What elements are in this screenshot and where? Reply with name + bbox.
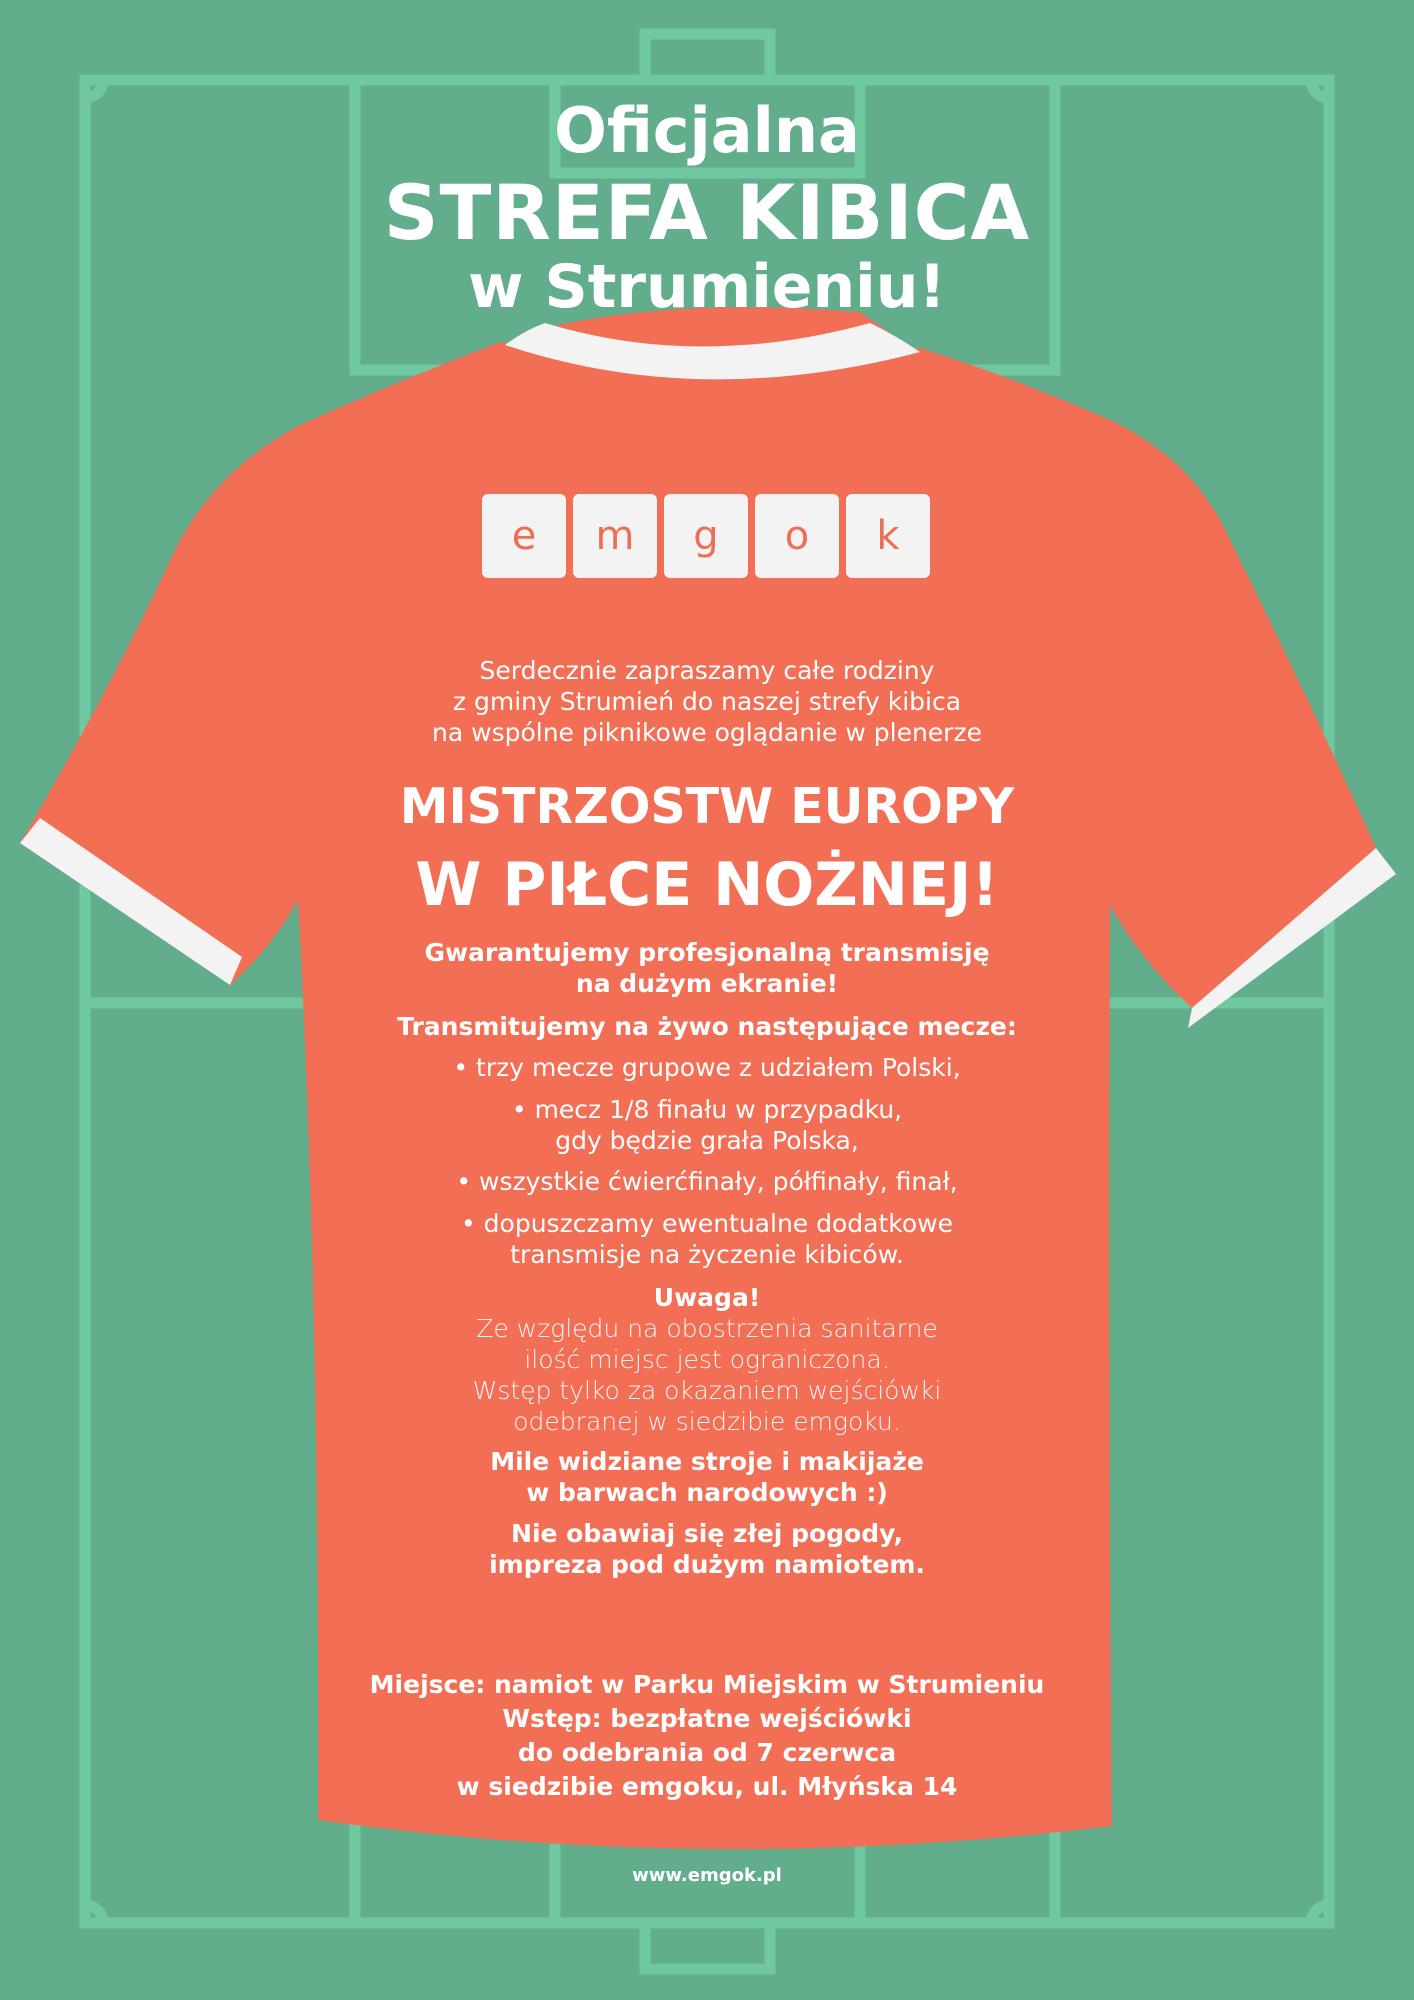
guarantee-line: Gwarantujemy profesjonalną transmisję	[424, 938, 990, 967]
intro-line: Serdecznie zapraszamy całe rodziny	[479, 656, 935, 685]
outfit-text	[0, 1446, 1414, 1508]
notice-line: ilość miejsc jest ograniczona.	[524, 1345, 890, 1374]
match-item-line: gdy będzie grała Polska,	[555, 1126, 859, 1155]
outfit-line: w barwach narodowych :)	[526, 1478, 888, 1507]
logo-letter: k	[846, 494, 930, 578]
guarantee-text	[0, 937, 1414, 999]
intro-text	[0, 655, 1414, 748]
intro-line: na wspólne piknikowe oglądanie w plenerze	[432, 718, 982, 747]
match-item-2	[0, 1094, 1414, 1156]
details-line: w siedzibie emgoku, ul. Młyńska 14	[456, 1772, 958, 1801]
weather-line: Nie obawiaj się złej pogody,	[511, 1519, 903, 1548]
outfit-line: Mile widziane stroje i makijaże	[490, 1447, 924, 1476]
emgok-logo	[482, 494, 932, 578]
notice-line: Wstęp tylko za okazaniem wejściówki	[472, 1376, 942, 1405]
match-item-line: • mecz 1/8 finału w przypadku,	[511, 1095, 903, 1124]
intro-line: z gminy Strumień do naszej strefy kibica	[452, 687, 962, 716]
event-details	[0, 1668, 1414, 1804]
logo-letter: e	[482, 494, 566, 578]
match-item-line: • dopuszczamy ewentualne dodatkowe	[460, 1209, 953, 1238]
match-item-line: transmisje na życzenie kibiców.	[510, 1240, 904, 1269]
headline-line-1: MISTRZOSTW EUROPY	[399, 778, 1015, 835]
headline-line-2: W PIŁCE NOŻNEJ!	[415, 850, 999, 920]
matches-heading: Transmitujemy na żywo następujące mecze:	[397, 1012, 1017, 1041]
notice-line: odebranej w siedzibie emgoku.	[513, 1407, 901, 1436]
notice-heading: Uwaga!	[653, 1283, 761, 1312]
logo-letter: g	[664, 494, 748, 578]
guarantee-line: na dużym ekranie!	[575, 969, 839, 998]
title-line-2: STREFA KIBICA	[383, 168, 1031, 257]
match-item-3: • wszystkie ćwierćfinały, półfinały, finał,	[456, 1167, 958, 1196]
match-item-4	[0, 1208, 1414, 1270]
weather-line: impreza pod dużym namiotem.	[489, 1550, 925, 1579]
details-line: do odebrania od 7 czerwca	[517, 1738, 897, 1767]
notice-text	[0, 1313, 1414, 1437]
match-item-1: • trzy mecze grupowe z udziałem Polski,	[453, 1053, 961, 1082]
details-line: Miejsce: namiot w Parku Miejskim w Strumieniu	[369, 1670, 1045, 1699]
weather-text	[0, 1518, 1414, 1580]
title-line-3: w Strumieniu!	[468, 252, 946, 322]
title-line-1: Oficjalna	[554, 94, 860, 167]
details-line: Wstęp: bezpłatne wejściówki	[502, 1704, 912, 1733]
logo-letter: m	[573, 494, 657, 578]
website-url[interactable]: www.emgok.pl	[632, 1865, 782, 1886]
logo-letter: o	[755, 494, 839, 578]
notice-line: Ze względu na obostrzenia sanitarne	[476, 1314, 938, 1343]
